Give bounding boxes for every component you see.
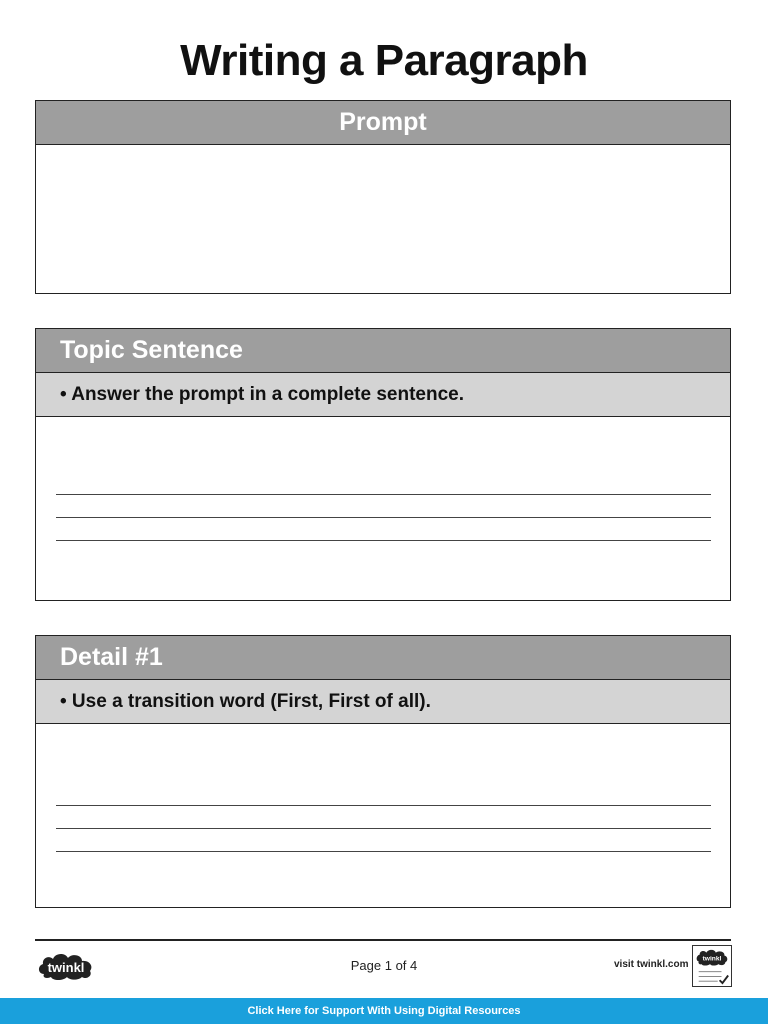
topic-sentence-heading: Topic Sentence [36,329,730,373]
topic-sentence-box [35,328,731,601]
footer-divider [35,939,731,941]
topic-sentence-writing-area[interactable] [36,417,730,601]
logo-text: twinkl [47,960,85,975]
writing-line [56,851,711,852]
page-number: Page 1 of 4 [350,958,418,973]
detail-1-heading: Detail #1 [36,636,730,680]
writing-line [56,805,711,806]
writing-line [56,494,711,495]
detail-1-instruction: • Use a transition word (First, First of all). [36,680,730,724]
detail-1-writing-area[interactable] [36,724,730,908]
digital-resources-support-banner[interactable]: Click Here for Support With Using Digital Resources [0,998,768,1024]
prompt-heading: Prompt [36,101,730,145]
writing-line [56,828,711,829]
detail-1-box [35,635,731,908]
writing-line [56,540,711,541]
prompt-writing-area[interactable] [36,145,730,293]
page-title: Writing a Paragraph [180,36,588,85]
writing-line [56,517,711,518]
topic-sentence-instruction: • Answer the prompt in a complete sentence. [36,373,730,417]
quality-badge-icon [692,945,732,987]
badge-text: twinkl [702,955,722,963]
prompt-box [35,100,731,294]
visit-link[interactable]: visit twinkl.com [614,959,689,970]
